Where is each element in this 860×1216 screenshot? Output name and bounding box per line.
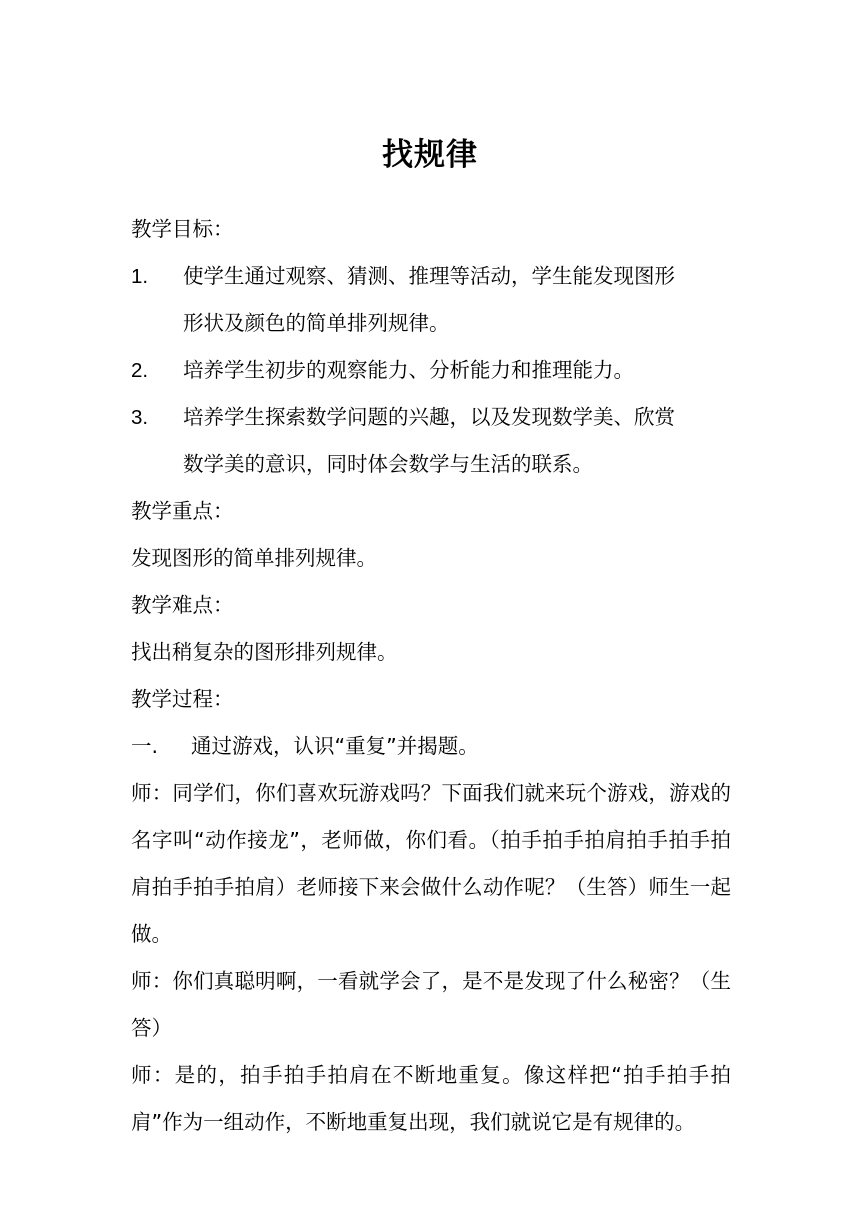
process-heading: 教学过程： [131, 687, 234, 711]
objective-item-3 [131, 394, 731, 441]
objective-continuation-1: 形状及颜色的简单排列规律。 [183, 311, 450, 335]
objective-item-1 [131, 253, 731, 300]
objective-text-2: 培养学生初步的观察能力、分析能力和推理能力。 [183, 358, 634, 382]
dialogue-paragraph-1: 师：同学们，你们喜欢玩游戏吗？下面我们就来玩个游戏，游戏的名字叫“动作接龙”，老师做，你们看。（拍手拍手拍肩拍手拍手拍肩拍手拍手拍肩）老师接下来会做什么动作呢？（生答）师生一起做。 [131, 781, 731, 946]
section-number-1: 一. [131, 734, 159, 758]
section-heading-1 [131, 723, 731, 770]
objective-number-3: 3. [131, 406, 149, 429]
document-body [131, 206, 731, 1146]
objective-number-2: 2. [131, 359, 149, 382]
objective-item-2 [131, 347, 731, 394]
difficulty-heading: 教学难点： [131, 593, 234, 617]
document-title: 找规律 [382, 137, 478, 173]
objective-text-3: 培养学生探索数学问题的兴趣，以及发现数学美、欣赏 [183, 405, 675, 429]
key-point-text: 发现图形的简单排列规律。 [131, 546, 377, 570]
objective-text-1: 使学生通过观察、猜测、推理等活动，学生能发现图形 [183, 264, 675, 288]
dialogue-paragraph-3: 师：是的，拍手拍手拍肩在不断地重复。像这样把“拍手拍手拍肩”作为一组动作，不断地重复出现，我们就说它是有规律的。 [131, 1063, 731, 1134]
dialogue-paragraph-2: 师：你们真聪明啊，一看就学会了，是不是发现了什么秘密？（生答） [131, 969, 731, 1040]
key-point-heading: 教学重点： [131, 499, 234, 523]
objective-continuation-3: 数学美的意识，同时体会数学与生活的联系。 [183, 452, 593, 476]
objectives-heading: 教学目标： [131, 217, 234, 241]
objective-number-1: 1. [131, 265, 149, 288]
section-title-1: 通过游戏，认识“重复”并揭题。 [191, 734, 479, 758]
difficulty-text: 找出稍复杂的图形排列规律。 [131, 640, 398, 664]
